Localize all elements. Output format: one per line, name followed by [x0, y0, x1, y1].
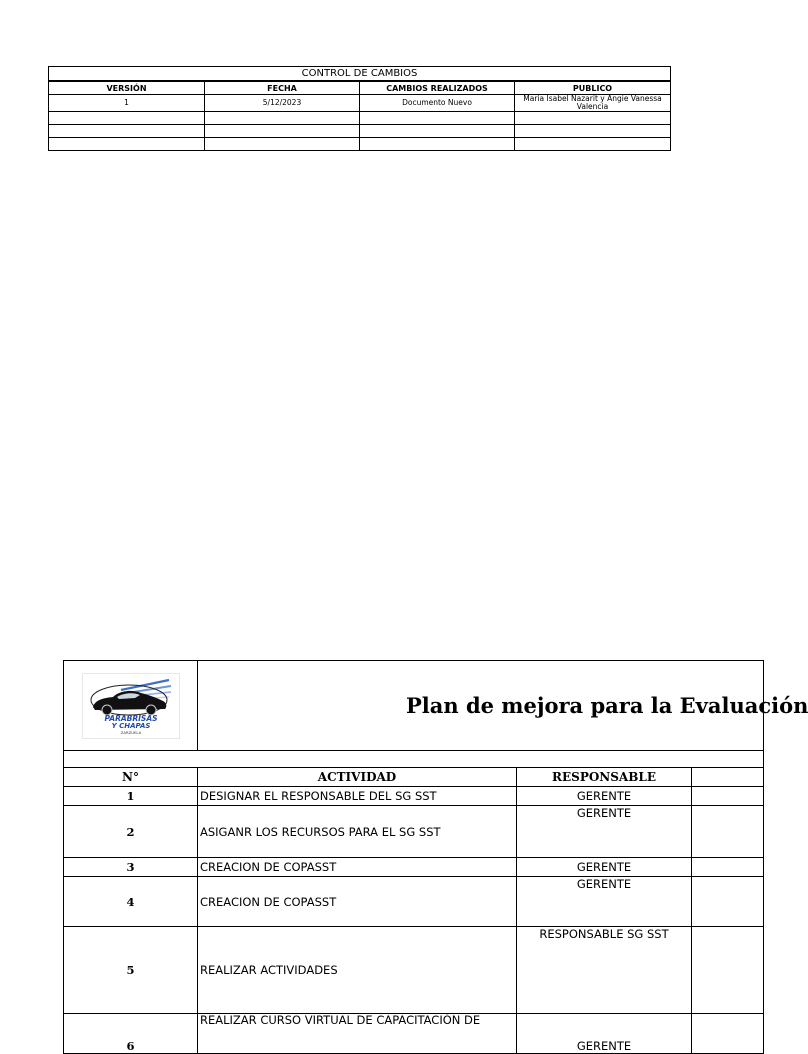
car-logo-icon	[87, 676, 175, 736]
row-actividad: CREACION DE COPASST	[198, 858, 517, 877]
row-actividad: DESIGNAR EL RESPONSABLE DEL SG SST	[198, 787, 517, 806]
table-row	[64, 787, 764, 806]
plan-de-mejora-table	[63, 660, 808, 1054]
cell-version: 1	[49, 95, 205, 112]
row-actividad: REALIZAR CURSO VIRTUAL DE CAPACITACIÓN DE	[198, 1014, 517, 1054]
row-actividad: ASIGANR LOS RECURSOS PARA EL SG SST	[198, 806, 517, 858]
row-actividad: CREACION DE COPASST	[198, 877, 517, 927]
table-row	[64, 927, 764, 1014]
table-row	[49, 138, 671, 151]
row-responsable: RESPONSABLE SG SST	[517, 927, 692, 1014]
header-num: N°	[64, 768, 198, 787]
control-de-cambios-table	[48, 66, 671, 151]
row-num: 5	[64, 927, 198, 1014]
row-num: 6	[64, 1014, 198, 1054]
table-row	[64, 858, 764, 877]
cell-cambios: Documento Nuevo	[360, 95, 515, 112]
row-responsable: GERENTE	[517, 787, 692, 806]
header-responsable: RESPONSABLE	[517, 768, 692, 787]
control-title: CONTROL DE CAMBIOS	[49, 67, 671, 82]
table-row	[64, 877, 764, 927]
plan-de-mejora-section	[63, 660, 808, 1053]
table-row	[49, 125, 671, 138]
cell-publico: María Isabel Nazarit y Angie Vanessa Valencia	[515, 95, 671, 112]
cell-fecha: 5/12/2023	[205, 95, 360, 112]
header-version: VERSIÓN	[49, 81, 205, 95]
row-responsable: GERENTE	[517, 806, 692, 858]
header-publico: PUBLICO	[515, 81, 671, 95]
row-num: 4	[64, 877, 198, 927]
table-row	[64, 806, 764, 858]
row-responsable: GERENTE	[517, 858, 692, 877]
header-actividad: ACTIVIDAD	[198, 768, 517, 787]
logo-line2: Y CHAPAS	[111, 721, 150, 730]
logo-line1: PARABRISAS	[103, 713, 158, 723]
row-responsable: GERENTE	[517, 1014, 692, 1054]
plan-title: Plan de mejora para la Evaluación	[198, 661, 764, 751]
table-row	[49, 112, 671, 125]
header-cambios: CAMBIOS REALIZADOS	[360, 81, 515, 95]
table-row	[49, 95, 671, 112]
table-row	[64, 1014, 764, 1054]
row-num: 2	[64, 806, 198, 858]
logo-line3: ZARZUELA	[120, 729, 141, 735]
row-num: 1	[64, 787, 198, 806]
company-logo	[82, 673, 180, 739]
logo-cell	[64, 661, 198, 751]
header-fecha: FECHA	[205, 81, 360, 95]
row-actividad: REALIZAR ACTIVIDADES	[198, 927, 517, 1014]
row-responsable: GERENTE	[517, 877, 692, 927]
row-num: 3	[64, 858, 198, 877]
